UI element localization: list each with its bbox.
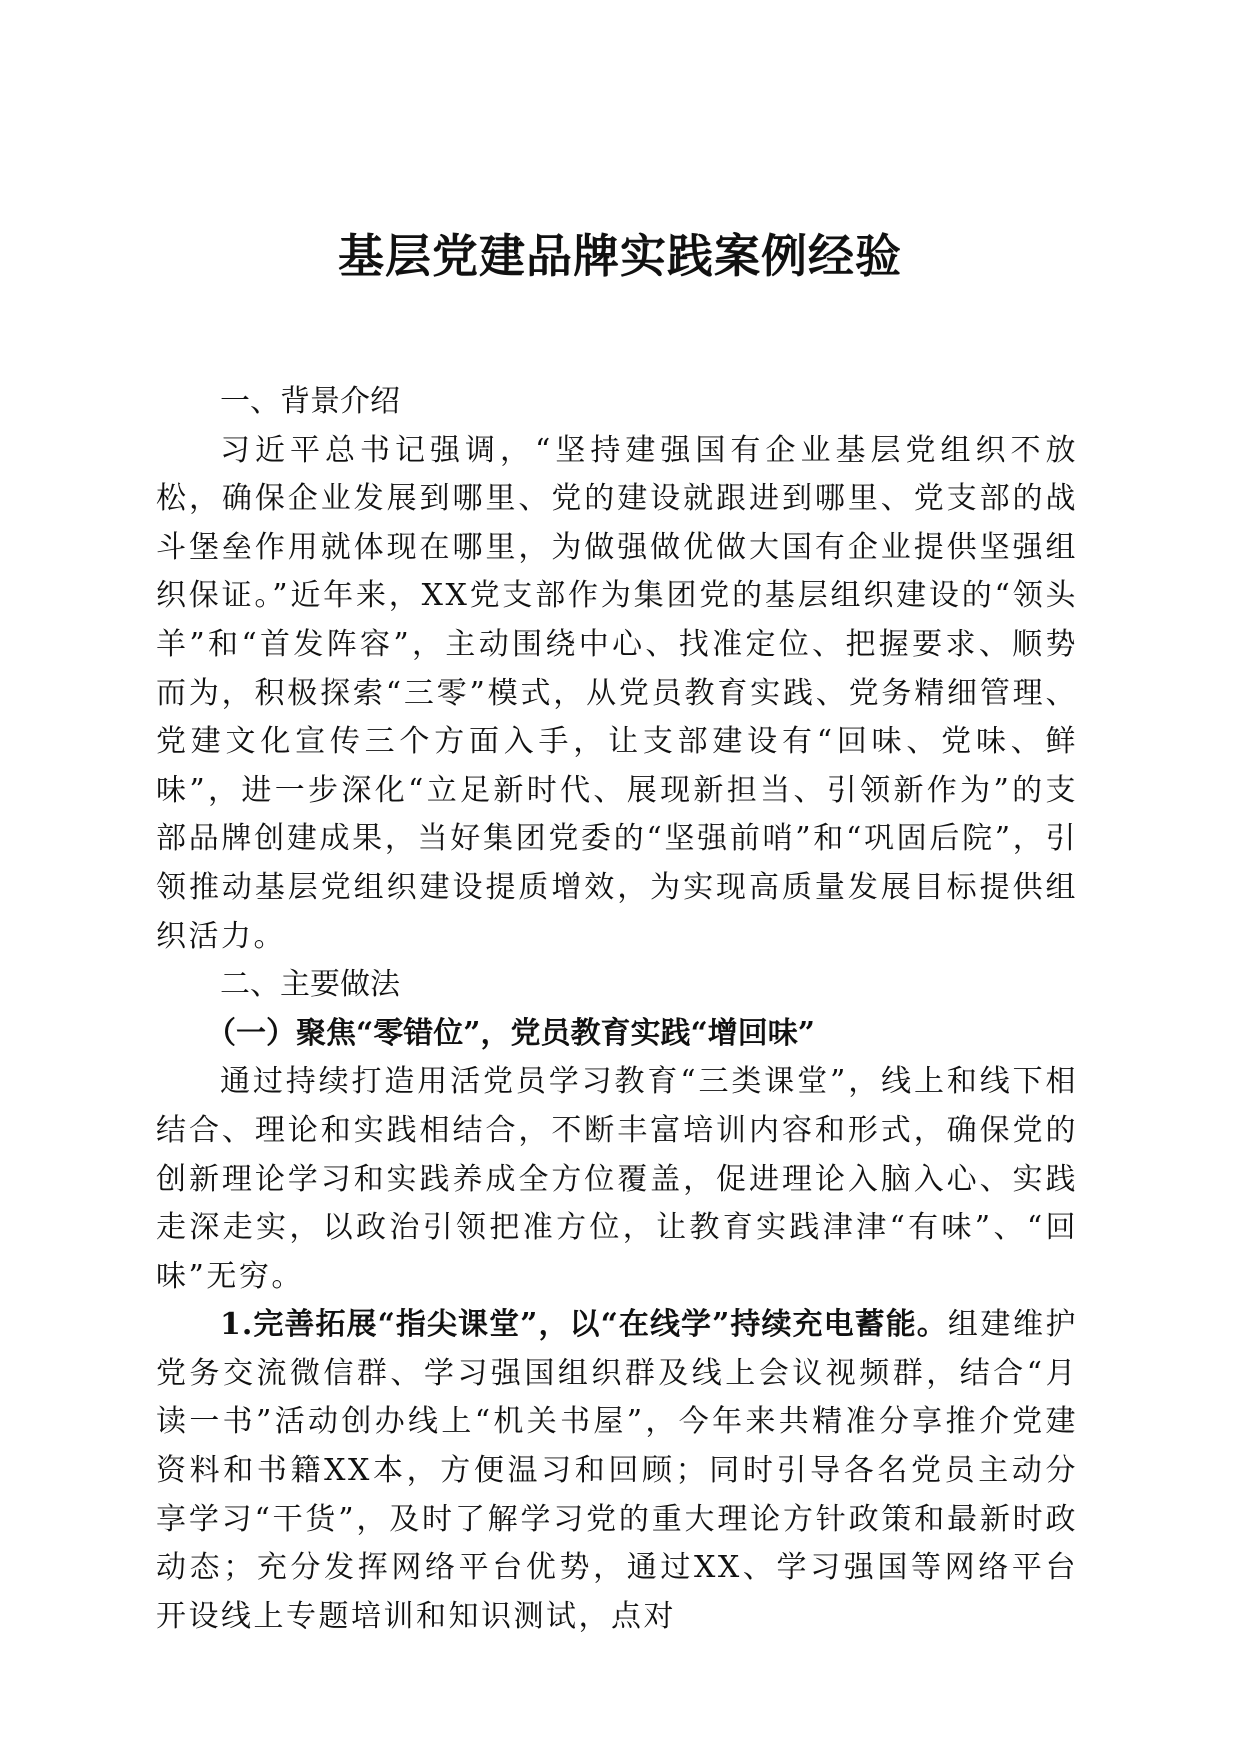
item-text: 组建维护党务交流微信群、学习强国组织群及线上会议视频群，结合“月读一书”活动创办线上“机关书屋”，今年来共精准分享推介党建资料和书籍XX本，方便温习和回顾；同时引导各名党员主动分享学习“干货”，及时了解学习党的重大理论方针政策和最新时政动态；充分发挥网络平台优势，通过XX、学习强国等网络平台开设线上专题培训和知识测试，点对 [156, 1307, 1079, 1634]
paragraph-subsection-intro: 通过持续打造用活党员学习教育“三类课堂”，线上和线下相结合、理论和实践相结合，不断丰富培训内容和形式，确保党的创新理论学习和实践养成全方位覆盖，促进理论入脑入心、实践走深走实，以政治引领把准方位，让教育实践津津“有味”、“回味”无穷。 [156, 1064, 1078, 1294]
document-body [156, 378, 1078, 1641]
document-title: 基层党建品牌实践案例经验 [338, 229, 902, 283]
subsection-heading-zero-misalignment: （一）聚焦“零错位”，党员教育实践“增回味” [206, 1015, 816, 1051]
item-lead-bold: 1.完善拓展“指尖课堂”，以“在线学”持续充电蓄能。 [220, 1307, 948, 1343]
paragraph-item-fingertip-classroom [156, 1301, 1078, 1641]
section-heading-background: 一、背景介绍 [220, 384, 400, 419]
paragraph-background: 习近平总书记强调，“坚持建强国有企业基层党组织不放松，确保企业发展到哪里、党的建设就跟进到哪里、党支部的战斗堡垒作用就体现在哪里，为做强做优做大国有企业提供坚强组织保证。”近年来，XX党支部作为集团党的基层组织建设的“领头羊”和“首发阵容”，主动围绕中心、找准定位、把握要求、顺势而为，积极探索“三零”模式，从党员教育实践、党务精细管理、党建文化宣传三个方面入手，让支部建设有“回味、党味、鲜味”，进一步深化“立足新时代、展现新担当、引领新作为”的支部品牌创建成果，当好集团党委的“坚强前哨”和“巩固后院”，引领推动基层党组织建设提质增效，为实现高质量发展目标提供组织活力。 [156, 432, 1078, 954]
section-heading-main-practices: 二、主要做法 [220, 967, 400, 1003]
